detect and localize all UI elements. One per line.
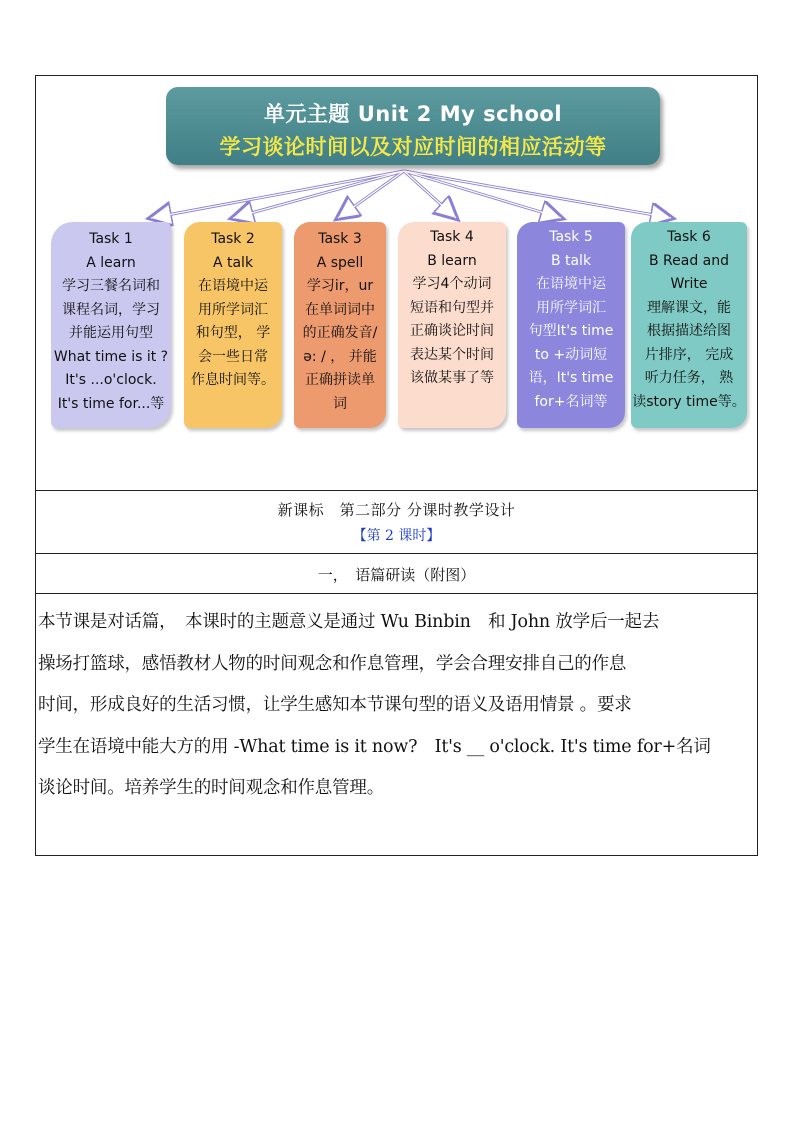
- body-line: 操场打篮球，感悟教材人物的时间观念和作息管理，学会合理安排自己的作息: [38, 653, 627, 674]
- unit-theme-subtitle: 学习谈论时间以及对应时间的相应活动等: [219, 135, 607, 159]
- task-6-card: [631, 222, 747, 428]
- task-2-line: 和句型， 学: [195, 325, 271, 341]
- section-heading: 一， 语篇研读（附图）: [317, 566, 476, 584]
- body-line: 时间，形成良好的生活习惯，让学生感知本节课句型的语义及语用情景 。要求: [38, 695, 632, 715]
- task-6-line: 听力任务， 熟: [644, 370, 734, 386]
- task-4-line: 短语和句型并: [410, 299, 494, 316]
- task-4-card: [398, 222, 506, 428]
- unit-diagram-row: [36, 76, 757, 491]
- task-6-line: 读story time等。: [632, 393, 746, 410]
- document-section-title: 新课标 第二部分 分课时教学设计: [277, 501, 516, 519]
- task-6-line: Write: [670, 276, 708, 292]
- body-text-row: [36, 594, 757, 856]
- lesson-header-row: [36, 491, 757, 554]
- body-line: 学生在语境中能大方的用 -What time is it now? It's __ o'clock. It's time for+名词: [38, 736, 711, 757]
- task-4-line: 学习4个动词: [412, 276, 492, 292]
- lesson-number: 【第 2 课时】: [352, 528, 441, 544]
- task-5-line: 语，It's time: [528, 370, 614, 386]
- task-4-line: 该做某事了等: [410, 370, 494, 386]
- task-3-line: 词: [333, 395, 347, 412]
- unit-theme-banner: [166, 87, 660, 165]
- task-1-line: A learn: [86, 254, 136, 271]
- task-2-line: 会一些日常: [198, 348, 268, 365]
- task-3-line: 学习ir，ur: [306, 278, 374, 294]
- task-3-line: A spell: [316, 254, 364, 271]
- task-5-line: 句型It's time: [528, 323, 614, 339]
- task-6-line: Task 6: [667, 229, 711, 245]
- unit-theme-title: 单元主题 Unit 2 My school: [263, 102, 563, 126]
- task-5-line: 用所学词汇: [536, 299, 606, 316]
- task-3-line: 在单词词中: [305, 301, 375, 318]
- task-5-line: to +动词短: [534, 346, 608, 363]
- task-1-line: 学习三餐名词和: [62, 278, 160, 294]
- task-2-line: A talk: [212, 254, 254, 271]
- task-1-line: It's time for...等: [57, 395, 165, 412]
- task-2-line: 在语境中运: [198, 278, 268, 294]
- task-3-line: 的正确发音/: [302, 325, 378, 341]
- task-4-line: 正确谈论时间: [410, 323, 494, 339]
- task-2-card: [184, 222, 282, 428]
- section-heading-row: [36, 554, 757, 594]
- task-2-line: 作息时间等。: [191, 372, 275, 388]
- body-line: 本节课是对话篇， 本课时的主题意义是通过 Wu Binbin 和 John 放学后一起去: [38, 612, 660, 632]
- task-1-line: It's ...o'clock.: [65, 372, 157, 388]
- task-5-card: [517, 222, 625, 428]
- task-2-line: 用所学词汇: [198, 301, 268, 318]
- task-1-line: What time is it ?: [53, 348, 169, 365]
- task-1-line: 并能运用句型: [69, 325, 153, 341]
- body-line: 谈论时间。培养学生的时间观念和作息管理。: [38, 778, 384, 798]
- task-5-line: 在语境中运: [536, 276, 606, 292]
- task-4-line: B learn: [427, 252, 477, 269]
- task-1-card: [51, 222, 171, 428]
- task-4-line: Task 4: [430, 229, 474, 245]
- task-3-line: ə: / ， 并能: [303, 348, 377, 365]
- task-3-line: 正确拼读单: [305, 372, 375, 388]
- lesson-plan-table: [35, 75, 758, 856]
- task-6-line: 根据描述给图: [647, 323, 731, 339]
- task-1-line: Task 1: [89, 231, 133, 247]
- task-4-line: 表达某个时间: [410, 346, 494, 363]
- task-3-card: [294, 222, 386, 428]
- task-2-line: Task 2: [211, 231, 255, 247]
- task-3-line: Task 3: [318, 231, 362, 247]
- task-5-line: for+名词等: [534, 393, 608, 410]
- task-5-line: B talk: [550, 252, 592, 269]
- body-paragraph: [38, 602, 758, 810]
- task-6-line: 片排序， 完成: [644, 346, 734, 363]
- task-5-line: Task 5: [549, 229, 593, 245]
- task-1-line: 课程名词，学习: [62, 301, 160, 318]
- task-6-line: 理解课文，能: [647, 299, 731, 316]
- task-6-line: B Read and: [648, 252, 730, 269]
